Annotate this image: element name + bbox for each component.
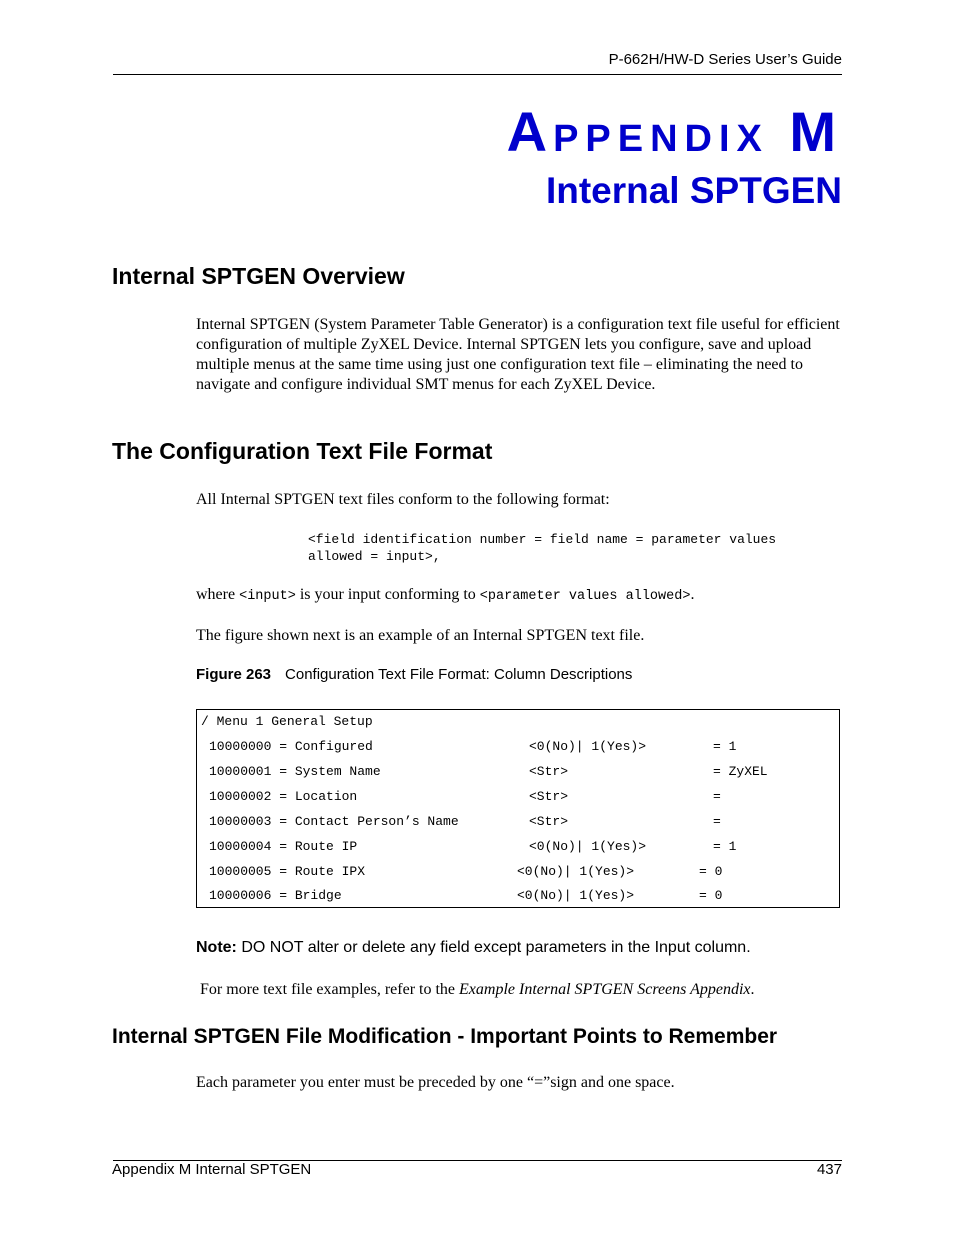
header-rule (113, 74, 842, 75)
row-input: = (713, 789, 721, 804)
note (196, 939, 751, 957)
menu-title: / Menu 1 General Setup (201, 714, 373, 729)
row-allowed: <Str> (529, 789, 569, 804)
row-field: 10000000 = Configured (209, 739, 373, 754)
more-examples (200, 980, 846, 1000)
row-input: = ZyXEL (713, 764, 768, 779)
figure-caption-text: Configuration Text File Format: Column Descriptions (285, 666, 633, 683)
row-allowed: <0(No)| 1(Yes)> (529, 839, 647, 854)
modification-heading: Internal SPTGEN File Modification - Important Points to Remember (112, 1025, 778, 1048)
where-suffix: . (690, 586, 695, 603)
row-field: 10000006 = Bridge (209, 888, 342, 903)
note-label: Note: (196, 939, 237, 956)
where-middle: is your input conforming to (299, 586, 476, 603)
where-prefix: where (196, 586, 236, 603)
overview-heading: Internal SPTGEN Overview (112, 263, 405, 289)
row-allowed: <0(No)| 1(Yes)> (529, 739, 647, 754)
row-field: 10000001 = System Name (209, 764, 381, 779)
row-allowed: <0(No)| 1(Yes)> (517, 864, 635, 879)
page-number: 437 (816, 1161, 842, 1178)
appendix-letter: M (789, 100, 842, 163)
where-input-code: <input> (239, 589, 296, 604)
footer-chapter-label: Appendix M Internal SPTGEN (112, 1161, 312, 1178)
row-field: 10000003 = Contact Person’s Name (209, 814, 459, 829)
appendix-word-rest: PPENDIX (553, 118, 769, 160)
row-input: = 0 (699, 864, 723, 879)
row-input: = 0 (699, 888, 723, 903)
chapter-title: Internal SPTGEN (545, 170, 842, 211)
config-text-box (196, 709, 840, 908)
row-field: 10000005 = Route IPX (209, 864, 366, 879)
where-sentence (196, 585, 842, 607)
row-input: = 1 (713, 739, 737, 754)
figure-caption (196, 666, 632, 683)
modification-paragraph: Each parameter you enter must be preceded by one “=”sign and one space. (196, 1074, 675, 1091)
row-field: 10000004 = Route IP (209, 839, 358, 854)
note-text: DO NOT alter or delete any field except parameters in the Input column. (241, 939, 751, 956)
format-code-line-2: allowed = input>, (308, 549, 441, 564)
format-code-line-1: <field identification number = field name = parameter values (308, 532, 777, 547)
appendix-first-letter: A (506, 100, 554, 163)
more-examples-prefix: For more text file examples, refer to the (200, 981, 456, 998)
row-field: 10000002 = Location (209, 789, 358, 804)
figure-intro: The figure shown next is an example of an Internal SPTGEN text file. (196, 627, 645, 644)
appendix-title (507, 100, 842, 171)
appendix-reference-link[interactable]: Example Internal SPTGEN Screens Appendix (459, 981, 751, 998)
format-heading: The Configuration Text File Format (112, 438, 493, 464)
format-intro: All Internal SPTGEN text files conform to the following format: (196, 491, 610, 508)
running-header: P-662H/HW-D Series User’s Guide (608, 51, 842, 68)
row-allowed: <Str> (529, 764, 569, 779)
row-input: = (713, 814, 721, 829)
figure-label: Figure 263 (196, 666, 272, 683)
row-allowed: <0(No)| 1(Yes)> (517, 888, 635, 903)
row-allowed: <Str> (529, 814, 569, 829)
row-input: = 1 (713, 839, 737, 854)
where-allowed-code: <parameter values allowed> (479, 589, 691, 604)
more-examples-suffix: . (750, 981, 755, 998)
overview-paragraph: Internal SPTGEN (System Parameter Table Generator) is a configuration text file useful for efficient configuration of multiple ZyXEL Device. Internal SPTGEN lets you configure, save and upload multiple menus at the same time using just one configuration text file – eliminating the need to navigate and configure individual SMT menus for each ZyXEL Device. (196, 316, 840, 393)
